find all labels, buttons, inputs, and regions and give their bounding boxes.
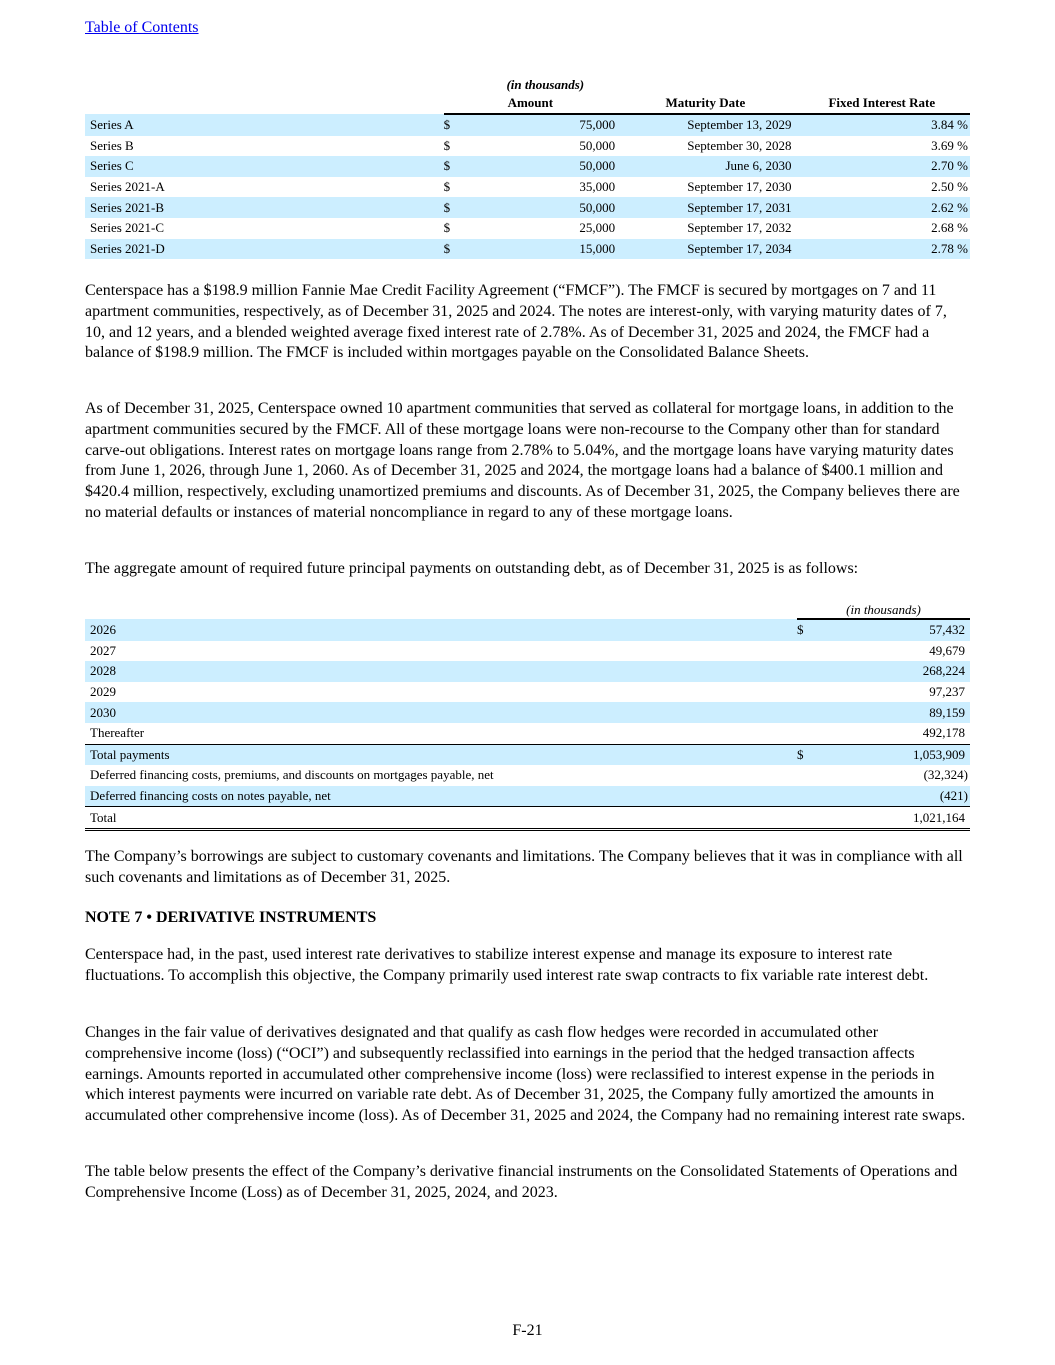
units-label: (in thousands) [506, 76, 585, 92]
rate-value: 3.69 % [931, 137, 968, 153]
senior-notes-table [85, 76, 970, 259]
payment-value: (421) [825, 786, 970, 807]
table-row [85, 786, 970, 807]
table-below-paragraph: The table below presents the effect of the Company’s derivative financial instruments on the Consolidated Statements of Operations and Comprehensive Income (Loss) as of December 31, 2025, 2024, and 2023. [85, 1163, 958, 1201]
principal-payments-table [85, 601, 970, 831]
table-row [85, 682, 970, 703]
series-label: Series 2021-D [85, 239, 444, 260]
fair-value-paragraph: Changes in the fair value of derivatives designated and that qualify as cash flow hedges were recorded in accumulated other comprehensive income (loss) (“OCI”) and subsequently reclassified into earnings in the period that the hedged transaction affects earnings. Amounts reported in accumulated other comprehensive income (loss) were reclassified to interest expense in the periods in which interest payments were incurred on variable rate debt. As of December 31, 2025, the Company fully amortized the amounts in accumulated other comprehensive income (loss). As of December 31, 2025 and 2024, the Company had no remaining interest rate swaps. [85, 1024, 966, 1125]
dollar-sign [797, 641, 825, 662]
dollar-sign: $ [443, 137, 451, 153]
table-row [85, 744, 970, 765]
amount-value: 35,000 [579, 179, 616, 195]
rate-value: 2.62 % [794, 197, 970, 218]
table-row [85, 807, 970, 830]
amount-value: 50,000 [473, 197, 617, 218]
payment-value: 89,159 [825, 702, 970, 723]
payment-label: 2028 [85, 661, 797, 682]
dollar-sign [797, 702, 825, 723]
fmcf-paragraph: Centerspace has a $198.9 million Fannie Mae Credit Facility Agreement (“FMCF”). The FMCF is secured by mortgages on 7 and 11 apartment communities, respectively, as of December 31, 2025 and 2024. The notes are interest-only, with varying maturity dates of 7, 10, and 12 years, and a blended weighted average fixed interest rate of 2.78%. As of December 31, 2025 and 2024, the FMCF had a balance of $198.9 million. The FMCF is included within mortgages payable on the Consolidated Balance Sheets. [85, 282, 947, 362]
series-label: Series A [85, 114, 444, 136]
table-of-contents-link[interactable]: Table of Contents [85, 19, 199, 36]
rate-value: 2.68 % [931, 220, 968, 236]
payment-value: 268,224 [825, 661, 970, 682]
dollar-sign [797, 682, 825, 703]
dollar-sign: $ [444, 156, 474, 177]
rate-value: 2.70 % [794, 156, 970, 177]
table-row [85, 661, 970, 682]
dollar-sign [797, 786, 825, 807]
payment-label: Total [85, 807, 797, 830]
payment-label: 2027 [90, 642, 116, 658]
aggregate-paragraph: The aggregate amount of required future principal payments on outstanding debt, as of December 31, 2025 is as follows: [85, 560, 859, 577]
payment-value: 1,021,164 [825, 807, 970, 830]
table-row [85, 723, 970, 744]
payment-value: 492,178 [825, 723, 970, 744]
payment-label: 2029 [90, 684, 116, 700]
derivatives-paragraph: Centerspace had, in the past, used interest rate derivatives to stabilize interest expense and manage its exposure to interest rate fluctuations. To accomplish this objective, the Company primarily used interest rate swap contracts to fix variable rate interest debt. [85, 946, 929, 984]
payment-label: 2030 [85, 702, 797, 723]
covenants-paragraph: The Company’s borrowings are subject to customary covenants and limitations. The Company believes that it was in compliance with all such covenants and limitations as of December 31, 2025. [85, 848, 963, 886]
units-label: (in thousands) [797, 601, 970, 619]
payment-value: 57,432 [825, 619, 970, 641]
dollar-sign [797, 661, 825, 682]
amount-value: 50,000 [579, 137, 616, 153]
series-label: Series 2021-A [90, 179, 165, 195]
series-label: Series B [90, 137, 134, 153]
maturity-value: September 17, 2034 [617, 239, 793, 260]
dollar-sign: $ [797, 744, 825, 765]
series-label: Series 2021-C [90, 220, 165, 236]
table-row [85, 136, 970, 157]
table-row [85, 702, 970, 723]
page-number: F-21 [512, 1322, 543, 1339]
amount-value: 50,000 [473, 156, 617, 177]
maturity-value: September 17, 2030 [687, 179, 792, 195]
column-header-amount: Amount [444, 93, 618, 114]
maturity-value: September 17, 2031 [617, 197, 793, 218]
series-label: Series 2021-B [85, 197, 444, 218]
maturity-value: September 17, 2032 [687, 220, 792, 236]
payment-label: Total payments [85, 744, 797, 765]
rate-value: 3.84 % [794, 114, 970, 136]
dollar-sign: $ [444, 239, 474, 260]
payment-value: 49,679 [929, 642, 965, 658]
payment-label: Deferred financing costs, premiums, and discounts on mortgages payable, net [90, 767, 494, 783]
rate-value: 2.78 % [794, 239, 970, 260]
dollar-sign [797, 765, 825, 786]
dollar-sign: $ [443, 179, 451, 195]
maturity-value: September 13, 2029 [617, 114, 793, 136]
table-row [85, 765, 970, 786]
table-row [85, 239, 970, 260]
table-row [85, 197, 970, 218]
payment-value: 97,237 [929, 684, 965, 700]
dollar-sign: $ [443, 220, 451, 236]
amount-value: 15,000 [473, 239, 617, 260]
payment-label: Thereafter [85, 723, 797, 744]
amount-value: 25,000 [579, 220, 616, 236]
table-row [85, 177, 970, 198]
payment-value: 1,053,909 [825, 744, 970, 765]
column-header-rate: Fixed Interest Rate [794, 93, 970, 114]
table-row [85, 156, 970, 177]
series-label: Series C [85, 156, 444, 177]
payment-value: (32,324) [923, 767, 968, 783]
dollar-sign: $ [444, 197, 474, 218]
table-row [85, 114, 970, 136]
dollar-sign: $ [444, 114, 474, 136]
dollar-sign: $ [797, 619, 825, 641]
payment-label: 2026 [85, 619, 797, 641]
amount-value: 75,000 [473, 114, 617, 136]
table-row [85, 218, 970, 239]
collateral-paragraph: As of December 31, 2025, Centerspace owned 10 apartment communities that served as collateral for mortgage loans, in addition to the apartment communities secured by the FMCF. All of these mortgage loans were non-recourse to the Company other than for standard carve-out obligations. Interest rates on mortgage loans range from 2.78% to 5.04%, and the mortgage loans have varying maturity dates from June 1, 2026, through June 1, 2060. As of December 31, 2025 and 2024, the mortgage loans had a balance of $400.1 million and $420.4 million, respectively, excluding unamortized premiums and discounts. As of December 31, 2025, the Company believes there are no material defaults or instances of material noncompliance in regard to any of these mortgage loans. [85, 400, 960, 521]
rate-value: 2.50 % [931, 179, 968, 195]
dollar-sign [797, 723, 825, 744]
maturity-value: September 30, 2028 [687, 137, 792, 153]
dollar-sign [797, 807, 825, 830]
table-row [85, 619, 970, 641]
note7-heading: NOTE 7 • DERIVATIVE INSTRUMENTS [85, 909, 377, 926]
payment-label: Deferred financing costs on notes payable, net [85, 786, 797, 807]
maturity-value: June 6, 2030 [617, 156, 793, 177]
column-header-maturity: Maturity Date [617, 93, 793, 114]
table-row [85, 641, 970, 662]
